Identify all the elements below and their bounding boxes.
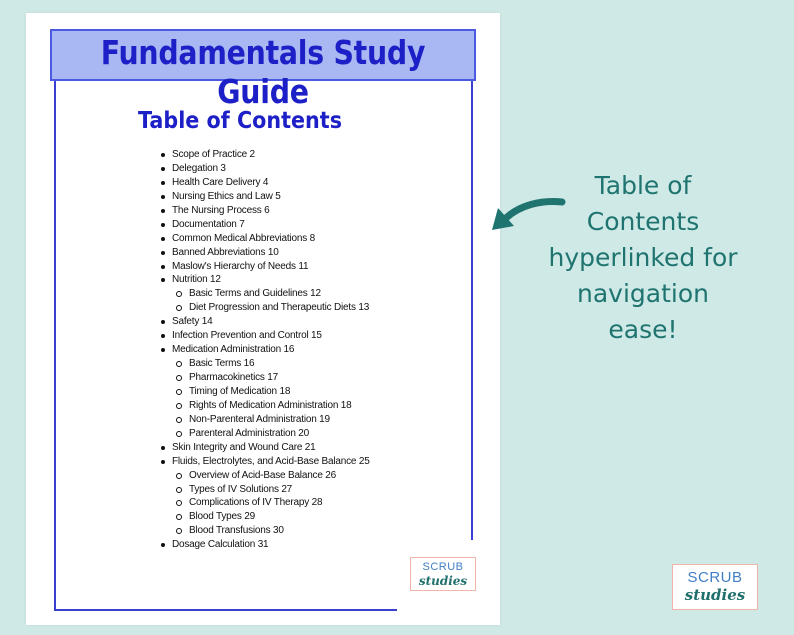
toc-link[interactable]: Non-Parenteral Administration 19: [189, 413, 330, 425]
toc-link[interactable]: The Nursing Process 6: [172, 204, 270, 216]
callout-line: navigation: [577, 279, 709, 308]
toc-link[interactable]: Blood Transfusions 30: [189, 525, 284, 537]
toc-subentry[interactable]: [158, 427, 370, 441]
toc-subentry[interactable]: [158, 399, 370, 413]
toc-entry[interactable]: [158, 315, 370, 329]
toc-link[interactable]: Dosage Calculation 31: [172, 539, 269, 551]
toc-heading: Table of Contents: [137, 108, 343, 134]
toc-link[interactable]: Fluids, Electrolytes, and Acid-Base Balance 25: [172, 455, 370, 467]
toc-link[interactable]: Timing of Medication 18: [189, 385, 291, 397]
toc-entry[interactable]: [158, 329, 370, 343]
toc-subentry[interactable]: [158, 287, 370, 301]
page-border-left: [54, 80, 56, 610]
toc-entry[interactable]: [158, 190, 370, 204]
toc-link[interactable]: Infection Prevention and Control 15: [172, 330, 322, 342]
callout-line: ease!: [608, 315, 678, 344]
toc-link[interactable]: Rights of Medication Administration 18: [189, 399, 352, 411]
toc-link[interactable]: Basic Terms 16: [189, 358, 255, 370]
toc-entry[interactable]: [158, 232, 370, 246]
toc-link[interactable]: Complications of IV Therapy 28: [189, 497, 323, 509]
document-title: Fundamentals Study Guide: [100, 33, 426, 111]
toc-subentry[interactable]: [158, 496, 370, 510]
toc-link[interactable]: Pharmacokinetics 17: [189, 372, 279, 383]
toc-link[interactable]: Blood Types 29: [189, 511, 255, 523]
toc-link[interactable]: Documentation 7: [172, 218, 245, 230]
toc-entry[interactable]: [158, 148, 370, 162]
toc-link[interactable]: Maslow's Hierarchy of Needs 11: [172, 260, 309, 272]
toc-link[interactable]: Parenteral Administration 20: [189, 427, 310, 439]
scrub-studies-logo-large: [672, 564, 758, 610]
toc-subentry[interactable]: [158, 510, 370, 524]
toc-link[interactable]: Safety 14: [172, 316, 213, 328]
logo-studies-text: studies: [684, 586, 746, 604]
toc-link[interactable]: Basic Terms and Guidelines 12: [189, 288, 321, 300]
toc-entry[interactable]: [158, 204, 370, 218]
toc-link[interactable]: Nutrition 12: [172, 274, 221, 286]
toc-subentry[interactable]: [158, 469, 370, 483]
page-border-bottom: [54, 609, 397, 611]
toc-subentry[interactable]: [158, 483, 370, 497]
logo-scrub-text: SCRUB: [422, 561, 464, 573]
toc-subentry[interactable]: [158, 301, 370, 315]
toc-link[interactable]: Nursing Ethics and Law 5: [172, 190, 281, 202]
toc-link[interactable]: Common Medical Abbreviations 8: [172, 232, 315, 244]
callout-line: Contents: [586, 207, 700, 236]
toc-link[interactable]: Health Care Delivery 4: [172, 176, 269, 188]
toc-subentry[interactable]: [158, 357, 370, 371]
toc-subentry[interactable]: [158, 385, 370, 399]
toc-link[interactable]: Banned Abbreviations 10: [172, 246, 279, 258]
callout-text: [535, 168, 751, 348]
callout-line: hyperlinked for: [548, 243, 738, 272]
table-of-contents: [158, 148, 370, 552]
toc-link[interactable]: Diet Progression and Therapeutic Diets 13: [189, 302, 370, 314]
toc-link[interactable]: Overview of Acid-Base Balance 26: [189, 469, 337, 481]
toc-entry[interactable]: [158, 441, 370, 455]
toc-subentry[interactable]: [158, 371, 370, 385]
toc-entry[interactable]: [158, 273, 370, 287]
callout-line: Table of: [594, 171, 692, 200]
toc-entry[interactable]: [158, 246, 370, 260]
scrub-studies-logo-small: [410, 557, 476, 591]
toc-subentry[interactable]: [158, 413, 370, 427]
toc-entry[interactable]: [158, 162, 370, 176]
toc-entry[interactable]: [158, 176, 370, 190]
toc-entry[interactable]: [158, 260, 370, 274]
toc-link[interactable]: Skin Integrity and Wound Care 21: [172, 441, 316, 453]
toc-entry[interactable]: [158, 343, 370, 357]
toc-link[interactable]: Scope of Practice 2: [172, 149, 255, 160]
page-border-right: [471, 80, 473, 540]
toc-link[interactable]: Medication Administration 16: [172, 344, 295, 356]
logo-studies-text: studies: [418, 574, 468, 588]
toc-entry[interactable]: [158, 455, 370, 469]
toc-entry[interactable]: [158, 218, 370, 232]
toc-entry[interactable]: [158, 538, 370, 552]
logo-scrub-text: SCRUB: [687, 569, 743, 586]
toc-link[interactable]: Types of IV Solutions 27: [189, 483, 293, 495]
toc-subentry[interactable]: [158, 524, 370, 538]
toc-link[interactable]: Delegation 3: [172, 162, 226, 174]
